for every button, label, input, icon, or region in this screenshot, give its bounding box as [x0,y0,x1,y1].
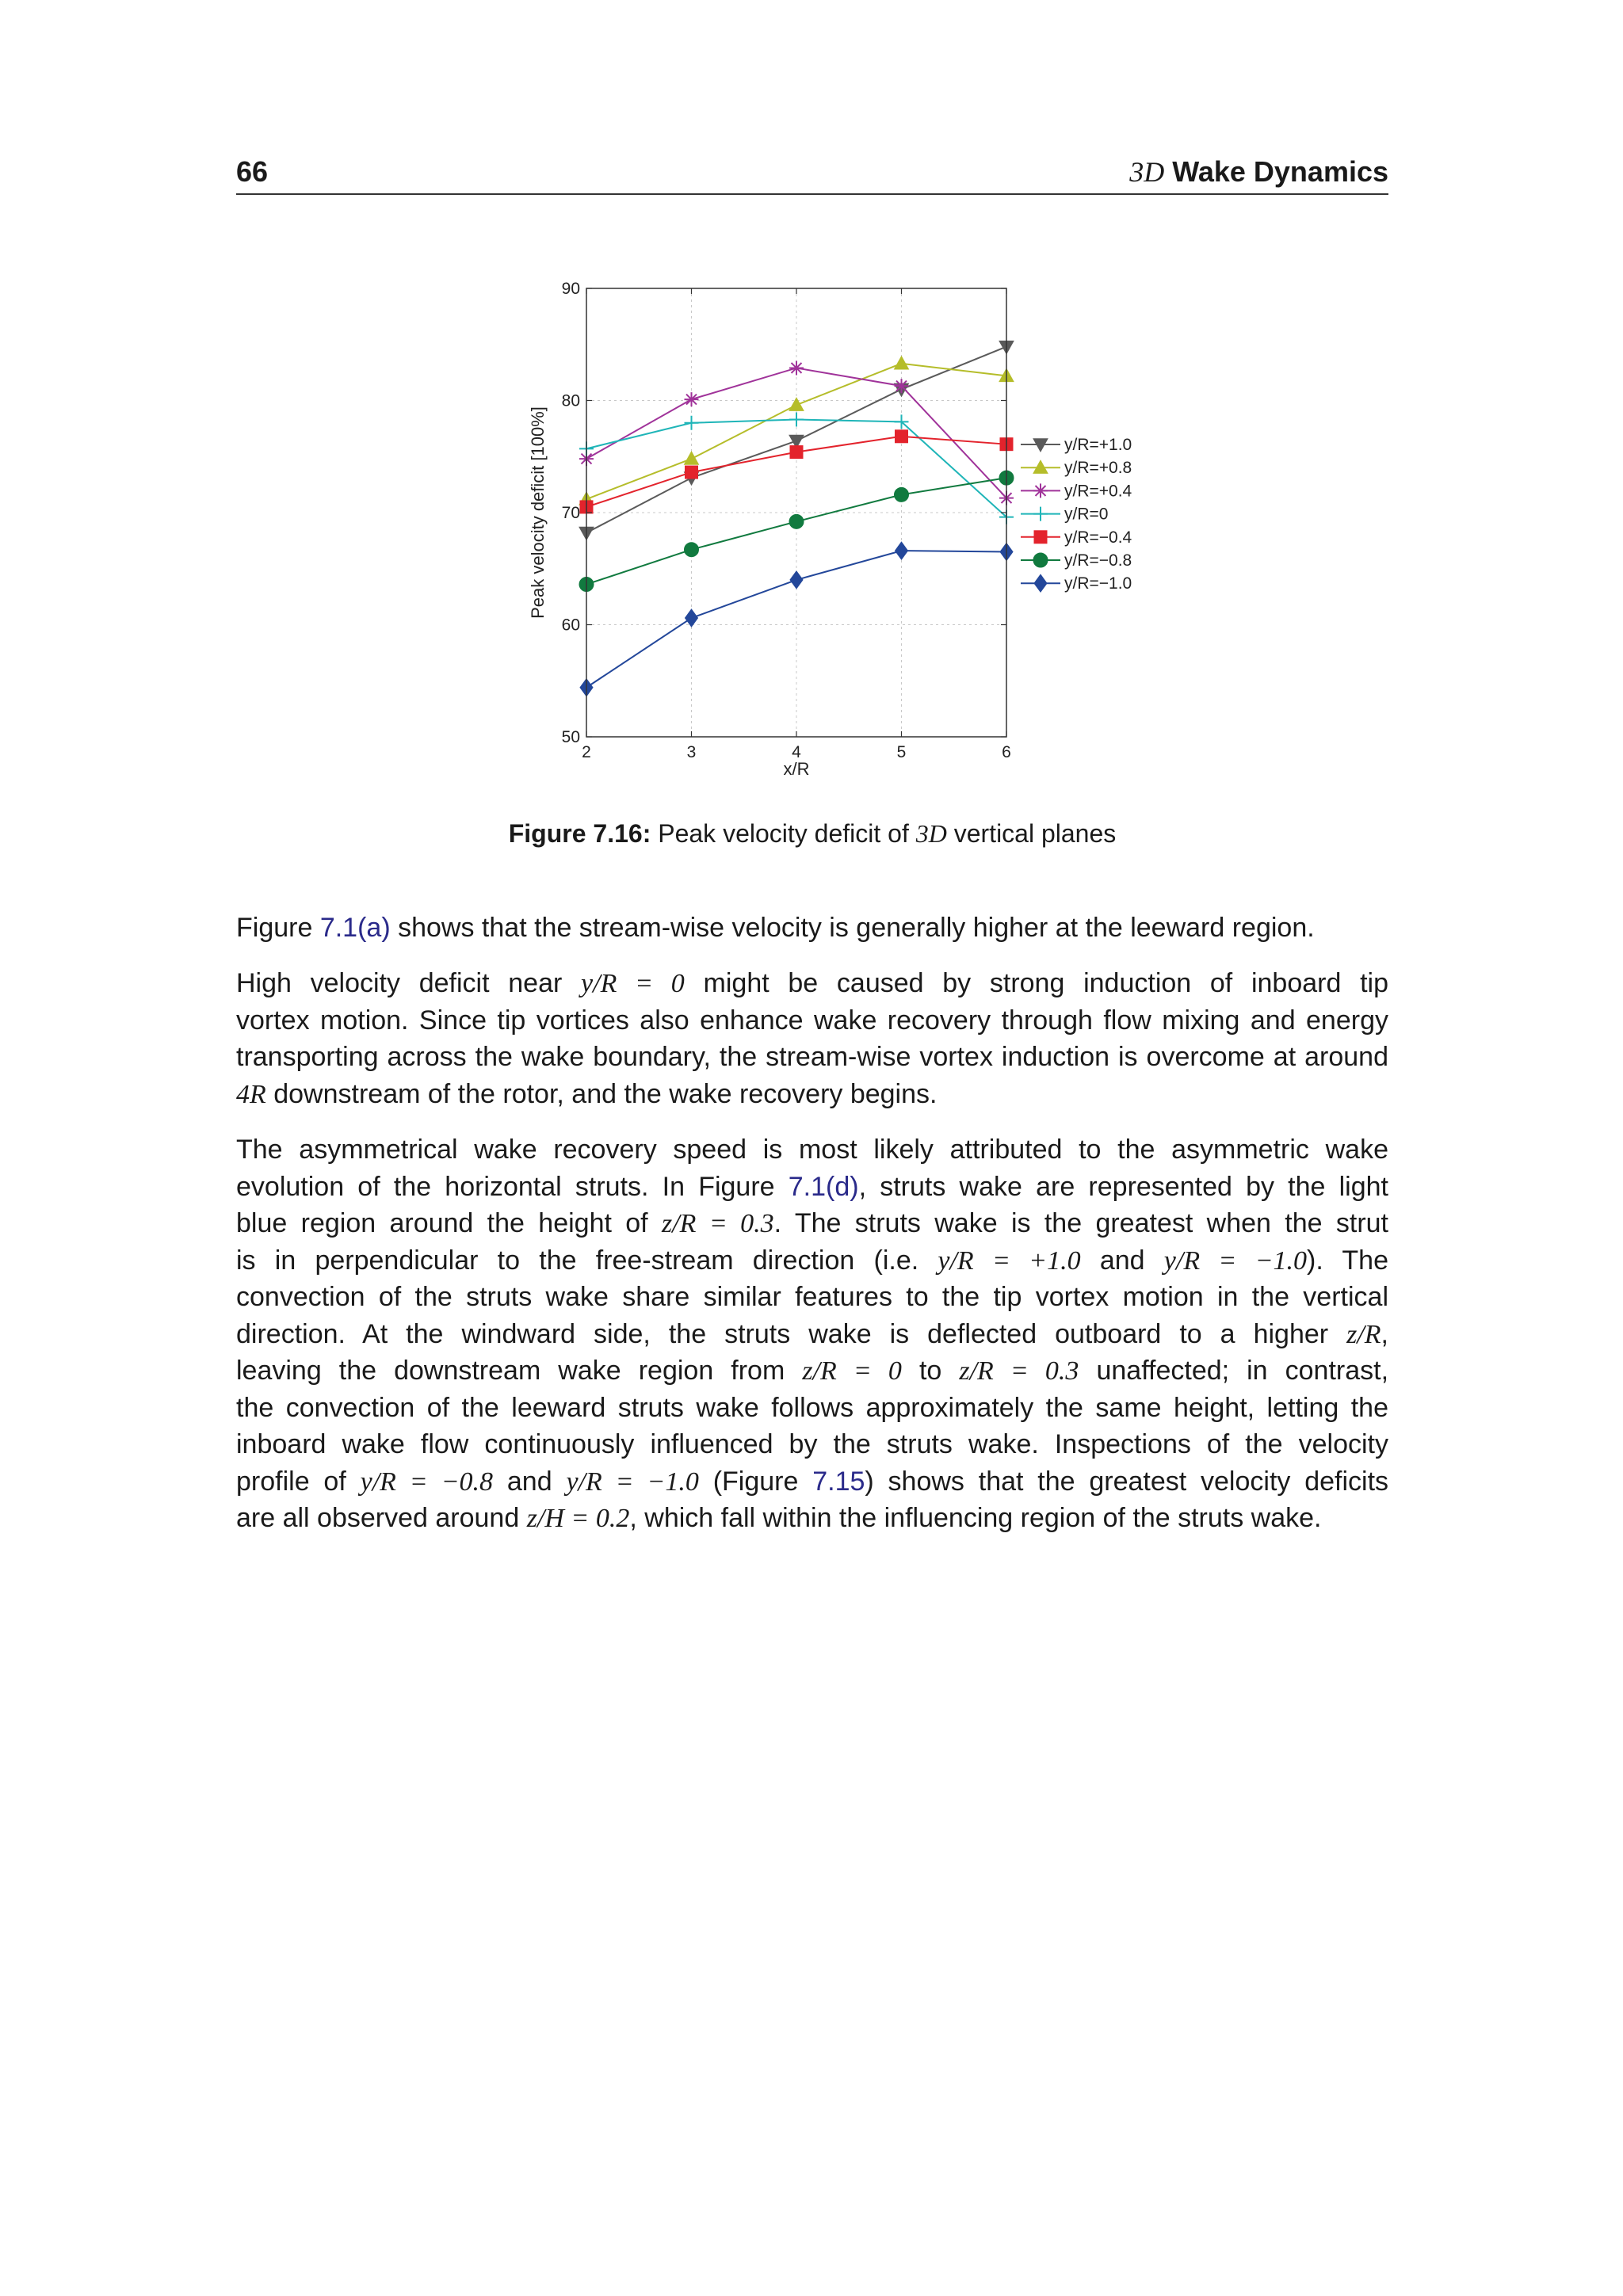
text-span: unaffected; in contrast, [1096,1356,1389,1386]
figure-caption-math: 3D [915,819,947,848]
legend-label: y/R=−0.4 [1064,528,1132,547]
y-tick-label: 90 [561,280,580,298]
legend-marker [1033,507,1048,521]
math-span: y/R = −0.8 [360,1466,494,1497]
legend-entry [1021,551,1132,570]
data-point [895,379,909,393]
legend-entry [1021,574,1132,593]
text-line: vortex motion. Since tip vortices also enhance wake recovery through flow mixing and energy [236,1005,1388,1035]
text-span: blue region around the height of [236,1208,648,1238]
paragraph-1 [236,910,1388,947]
header-rule [236,193,1388,195]
legend-entry [1021,436,1132,454]
y-tick-label: 80 [561,391,580,410]
running-header [236,155,1388,193]
y-tick-label: 60 [561,616,580,635]
text-span: and [506,1466,552,1497]
data-point [789,514,804,528]
figure-reference-link[interactable]: 7.1(a) [319,913,391,943]
text-span: are all observed around [236,1503,520,1533]
text-line: The asymmetrical wake recovery speed is most likely attributed to the asymmetric wake [236,1135,1388,1165]
figure-caption-text-end: vertical planes [953,819,1117,848]
text-line: the convection of the leeward struts wake follows approximately the same height, letting the [236,1392,1388,1423]
data-point [685,392,699,406]
text-span: , which fall within the influencing region of the struts wake. [629,1503,1322,1533]
text-line [236,965,1388,1002]
data-point [789,360,804,375]
text-line [236,1352,1388,1390]
y-axis-label: Peak velocity deficit [100%] [528,406,548,619]
text-span: , [1381,1318,1388,1349]
figure-caption [236,819,1388,849]
text-span: is in perpendicular to the free-stream direction (i.e. [236,1245,919,1276]
legend-label: y/R=+0.8 [1064,459,1132,478]
text-span: ) shows that the greatest velocity deficits [865,1466,1389,1497]
x-tick-label: 2 [582,743,591,761]
legend-entry [1021,505,1108,524]
legend-label: y/R=+0.4 [1064,482,1132,501]
text-span: downstream of the rotor, and the wake recovery begins. [273,1078,938,1109]
math-span: z/R = 0 [802,1356,902,1386]
data-point [790,446,803,459]
x-tick-label: 5 [896,743,907,761]
math-span: y/R = −1.0 [1163,1245,1308,1276]
text-line [236,1500,1388,1537]
text-line [236,1205,1388,1242]
text-line [236,1242,1388,1280]
text-line: transporting across the wake boundary, the stream-wise vortex induction is overcome at around [236,1042,1388,1072]
text-span: shows that the stream-wise velocity is generally higher at the leeward region. [398,913,1315,943]
legend-label: y/R=+1.0 [1064,436,1132,454]
legend-marker [1034,531,1047,543]
text-span: might be caused by strong induction of inboard tip [703,968,1389,998]
text-span: evolution of the horizontal struts. In Figure [236,1171,775,1202]
math-span: z/R [1346,1319,1381,1349]
paragraph-3 [236,1131,1388,1537]
legend-marker [1033,483,1048,498]
text-span: (Figure [712,1466,799,1497]
chapter-title-text: Wake Dynamics [1172,155,1388,188]
data-point [896,430,908,443]
peak-velocity-deficit-chart [523,269,1189,792]
math-span: y/R = +1.0 [938,1245,1081,1276]
chapter-title [1129,155,1388,189]
legend-entry [1021,482,1132,500]
text-span: Figure [236,913,313,943]
math-span: 4R [236,1079,266,1109]
data-point [895,487,909,502]
text-line [236,910,1388,947]
x-tick-label: 3 [686,743,697,761]
legend-label: y/R=−1.0 [1064,574,1132,593]
text-line: convection of the struts wake share similar features to the tip vortex motion in the vertical [236,1282,1388,1312]
legend-label: y/R=−0.8 [1064,551,1132,570]
text-span: High velocity deficit near [236,968,563,998]
math-span: y/R = 0 [581,969,685,998]
text-span: profile of [236,1466,346,1497]
figure-reference-link[interactable]: 7.15 [812,1466,865,1497]
y-tick-label: 50 [561,728,580,746]
text-span: leaving the downstream wake region from [236,1356,785,1386]
data-point [685,543,699,557]
legend-entry [1021,459,1132,477]
text-span: ). The [1307,1245,1388,1276]
text-span: . The struts wake is the greatest when the strut [773,1208,1389,1238]
text-line [236,1463,1388,1501]
text-span: and [1099,1245,1145,1276]
math-span: z/H = 0.2 [526,1504,630,1533]
page-number: 66 [236,155,269,188]
math-span: z/R = 0.3 [959,1356,1079,1386]
x-tick-label: 4 [792,743,801,761]
legend-marker [1034,574,1047,592]
text-line [236,1076,1388,1113]
legend-label: y/R=0 [1064,505,1109,524]
y-tick-label: 70 [561,504,580,522]
text-span: to [918,1356,942,1386]
text-span: , struts wake are represented by the light [858,1171,1388,1202]
legend-marker [1033,553,1048,567]
x-tick-label: 6 [1002,743,1011,761]
legend-entry [1021,528,1132,547]
text-line: inboard wake flow continuously influenced by the struts wake. Inspections of the velocity [236,1429,1388,1459]
text-line [236,1169,1388,1206]
math-span: z/R = 0.3 [661,1209,774,1238]
figure-reference-link[interactable]: 7.1(d) [788,1171,859,1202]
figure-caption-text: Peak velocity deficit of [658,819,909,848]
math-span: y/R = −1.0 [566,1466,699,1497]
text-line [236,1316,1388,1353]
chapter-title-math: 3D [1129,156,1165,188]
text-span: direction. At the windward side, the struts wake is deflected outboard to a higher [236,1318,1329,1349]
data-point [685,466,698,479]
paragraph-2 [236,965,1388,1112]
x-axis-label: x/R [783,759,810,779]
figure-caption-label: Figure 7.16: [508,819,651,848]
legend [1021,436,1132,593]
